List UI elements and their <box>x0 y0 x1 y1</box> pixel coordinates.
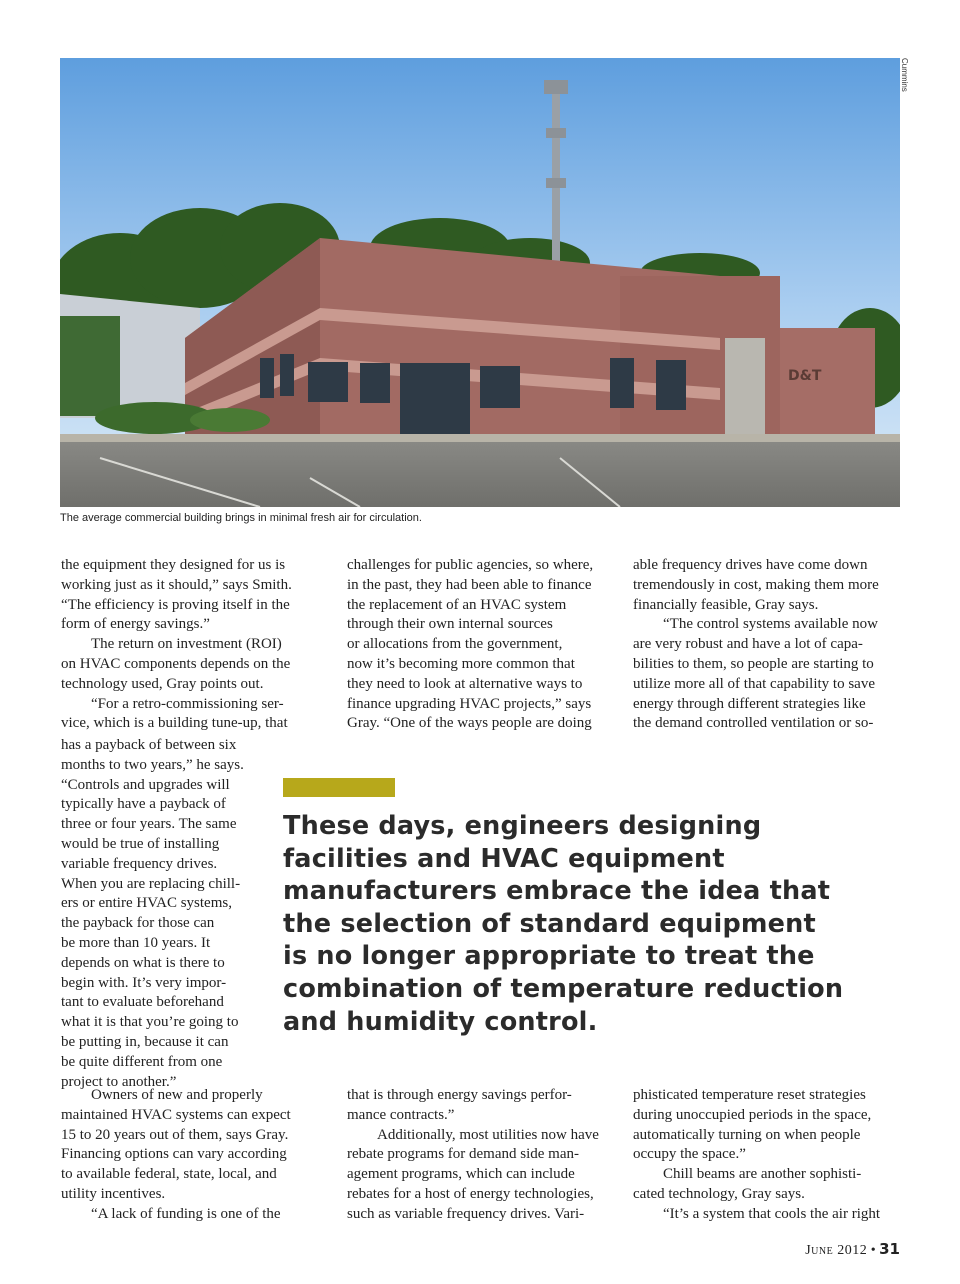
text-line: technology used, Gray points out. <box>61 675 264 692</box>
text-line: phisticated temperature reset strategies <box>633 1087 866 1103</box>
text-line: such as variable frequency drives. Vari- <box>347 1205 585 1222</box>
text-line: able frequency drives have come down <box>633 557 868 573</box>
photo-credit: Cummins <box>900 58 909 92</box>
text-line: three or four years. The same <box>61 816 237 833</box>
text-line: Owners of new and properly <box>91 1087 263 1103</box>
text-line: has a payback of between six <box>61 737 237 753</box>
text-line: they need to look at alternative ways to <box>347 675 583 692</box>
text-line: tremendously in cost, making them more <box>633 576 879 593</box>
column-1-top <box>61 556 329 734</box>
text-line: during unoccupied periods in the space, <box>633 1106 872 1123</box>
text-line: working just as it should,” says Smith. <box>61 576 292 593</box>
text-line: Chill beams are another sophisti- <box>663 1166 862 1183</box>
text-line: what it is that you’re going to <box>61 1014 239 1031</box>
column-2-top <box>347 556 617 734</box>
text-line: the payback for those can <box>61 915 215 932</box>
text-line: “The control systems available now <box>663 616 878 633</box>
text-line: tant to evaluate beforehand <box>61 994 224 1011</box>
text-line: maintained HVAC systems can expect <box>61 1106 291 1123</box>
text-line: project to another.” <box>61 1073 177 1090</box>
text-line: Gray. “One of the ways people are doing <box>347 715 592 732</box>
text-line: “A lack of funding is one of the <box>91 1205 281 1222</box>
pullquote-line: is no longer appropriate to treat the <box>283 941 815 972</box>
pullquote-line: These days, engineers designing <box>283 811 762 841</box>
text-line: months to two years,” he says. <box>61 756 244 773</box>
text-line: to available federal, state, local, and <box>61 1166 277 1183</box>
text-line: 15 to 20 years out of them, says Gray. <box>61 1126 289 1143</box>
text-line: through their own internal sources <box>347 616 553 633</box>
text-line: now it’s becoming more common that <box>347 655 575 672</box>
text-line: the equipment they designed for us is <box>61 557 286 573</box>
text-line: Financing options can vary according <box>61 1146 287 1163</box>
column-3-top <box>633 556 903 734</box>
text-line: be more than 10 years. It <box>61 934 211 951</box>
building-photo <box>60 58 900 507</box>
text-line: begin with. It’s very impor- <box>61 974 227 991</box>
text-line: Additionally, most utilities now have <box>377 1126 599 1143</box>
text-line: the replacement of an HVAC system <box>347 596 567 613</box>
text-line: mance contracts.” <box>347 1106 455 1123</box>
text-line: typically have a payback of <box>61 796 226 813</box>
text-line: challenges for public agencies, so where, <box>347 557 594 573</box>
text-line: The return on investment (ROI) <box>91 636 282 653</box>
text-line: agement programs, which can include <box>347 1166 575 1183</box>
text-line: finance upgrading HVAC projects,” says <box>347 695 592 712</box>
building-sign: D&T <box>788 368 822 384</box>
pullquote <box>283 810 883 1038</box>
text-line: in the past, they had been able to finance <box>347 576 592 593</box>
pullquote-line: facilities and HVAC equipment <box>283 843 725 874</box>
text-line: “Controls and upgrades will <box>61 776 230 793</box>
text-line: “It’s a system that cools the air right <box>663 1205 881 1222</box>
issue-date: June 2012 <box>805 1243 868 1258</box>
page-footer <box>805 1240 900 1259</box>
column-2-bottom <box>347 1086 617 1225</box>
text-line: “The efficiency is proving itself in the <box>61 596 290 613</box>
text-line: would be true of installing <box>61 835 220 852</box>
pullquote-accent-bar <box>283 778 395 797</box>
text-line: be putting in, because it can <box>61 1033 229 1050</box>
column-3-bottom <box>633 1086 903 1225</box>
text-line: ers or entire HVAC systems, <box>61 895 232 912</box>
text-line: variable frequency drives. <box>61 855 218 872</box>
text-line: cated technology, Gray says. <box>633 1185 805 1202</box>
text-line: bilities to them, so people are starting to <box>633 655 874 672</box>
text-line: financially feasible, Gray says. <box>633 596 819 613</box>
text-line: rebate programs for demand side man- <box>347 1146 579 1163</box>
photo-caption: The average commercial building brings in minimal fresh air for circulation. <box>60 512 422 524</box>
text-line: energy through different strategies like <box>633 695 866 712</box>
text-line: rebates for a host of energy technologies, <box>347 1185 594 1202</box>
text-line: occupy the space.” <box>633 1146 746 1163</box>
text-line: automatically turning on when people <box>633 1126 861 1143</box>
text-line: vice, which is a building tune-up, that <box>61 715 288 732</box>
pullquote-line: the selection of standard equipment <box>283 908 816 939</box>
text-line: form of energy savings.” <box>61 616 210 633</box>
column-1-bottom <box>61 1086 329 1225</box>
page-number: 31 <box>879 1240 900 1258</box>
pullquote-line: and humidity control. <box>283 1006 598 1037</box>
pullquote-line: combination of temperature reduction <box>283 973 844 1004</box>
footer-bullet: • <box>870 1243 876 1258</box>
text-line: be quite different from one <box>61 1053 223 1070</box>
text-line: are very robust and have a lot of capa- <box>633 636 863 653</box>
column-1-middle <box>61 736 265 1092</box>
text-line: utility incentives. <box>61 1185 166 1202</box>
pullquote-line: manufacturers embrace the idea that <box>283 876 831 907</box>
text-line: When you are replacing chill- <box>61 875 241 892</box>
text-line: or allocations from the government, <box>347 636 563 653</box>
text-line: utilize more all of that capability to save <box>633 675 875 692</box>
text-line: that is through energy savings perfor- <box>347 1087 572 1103</box>
text-line: depends on what is there to <box>61 954 225 971</box>
text-line: “For a retro-commissioning ser- <box>91 695 284 712</box>
text-line: on HVAC components depends on the <box>61 655 291 672</box>
text-line: the demand controlled ventilation or so- <box>633 715 874 732</box>
